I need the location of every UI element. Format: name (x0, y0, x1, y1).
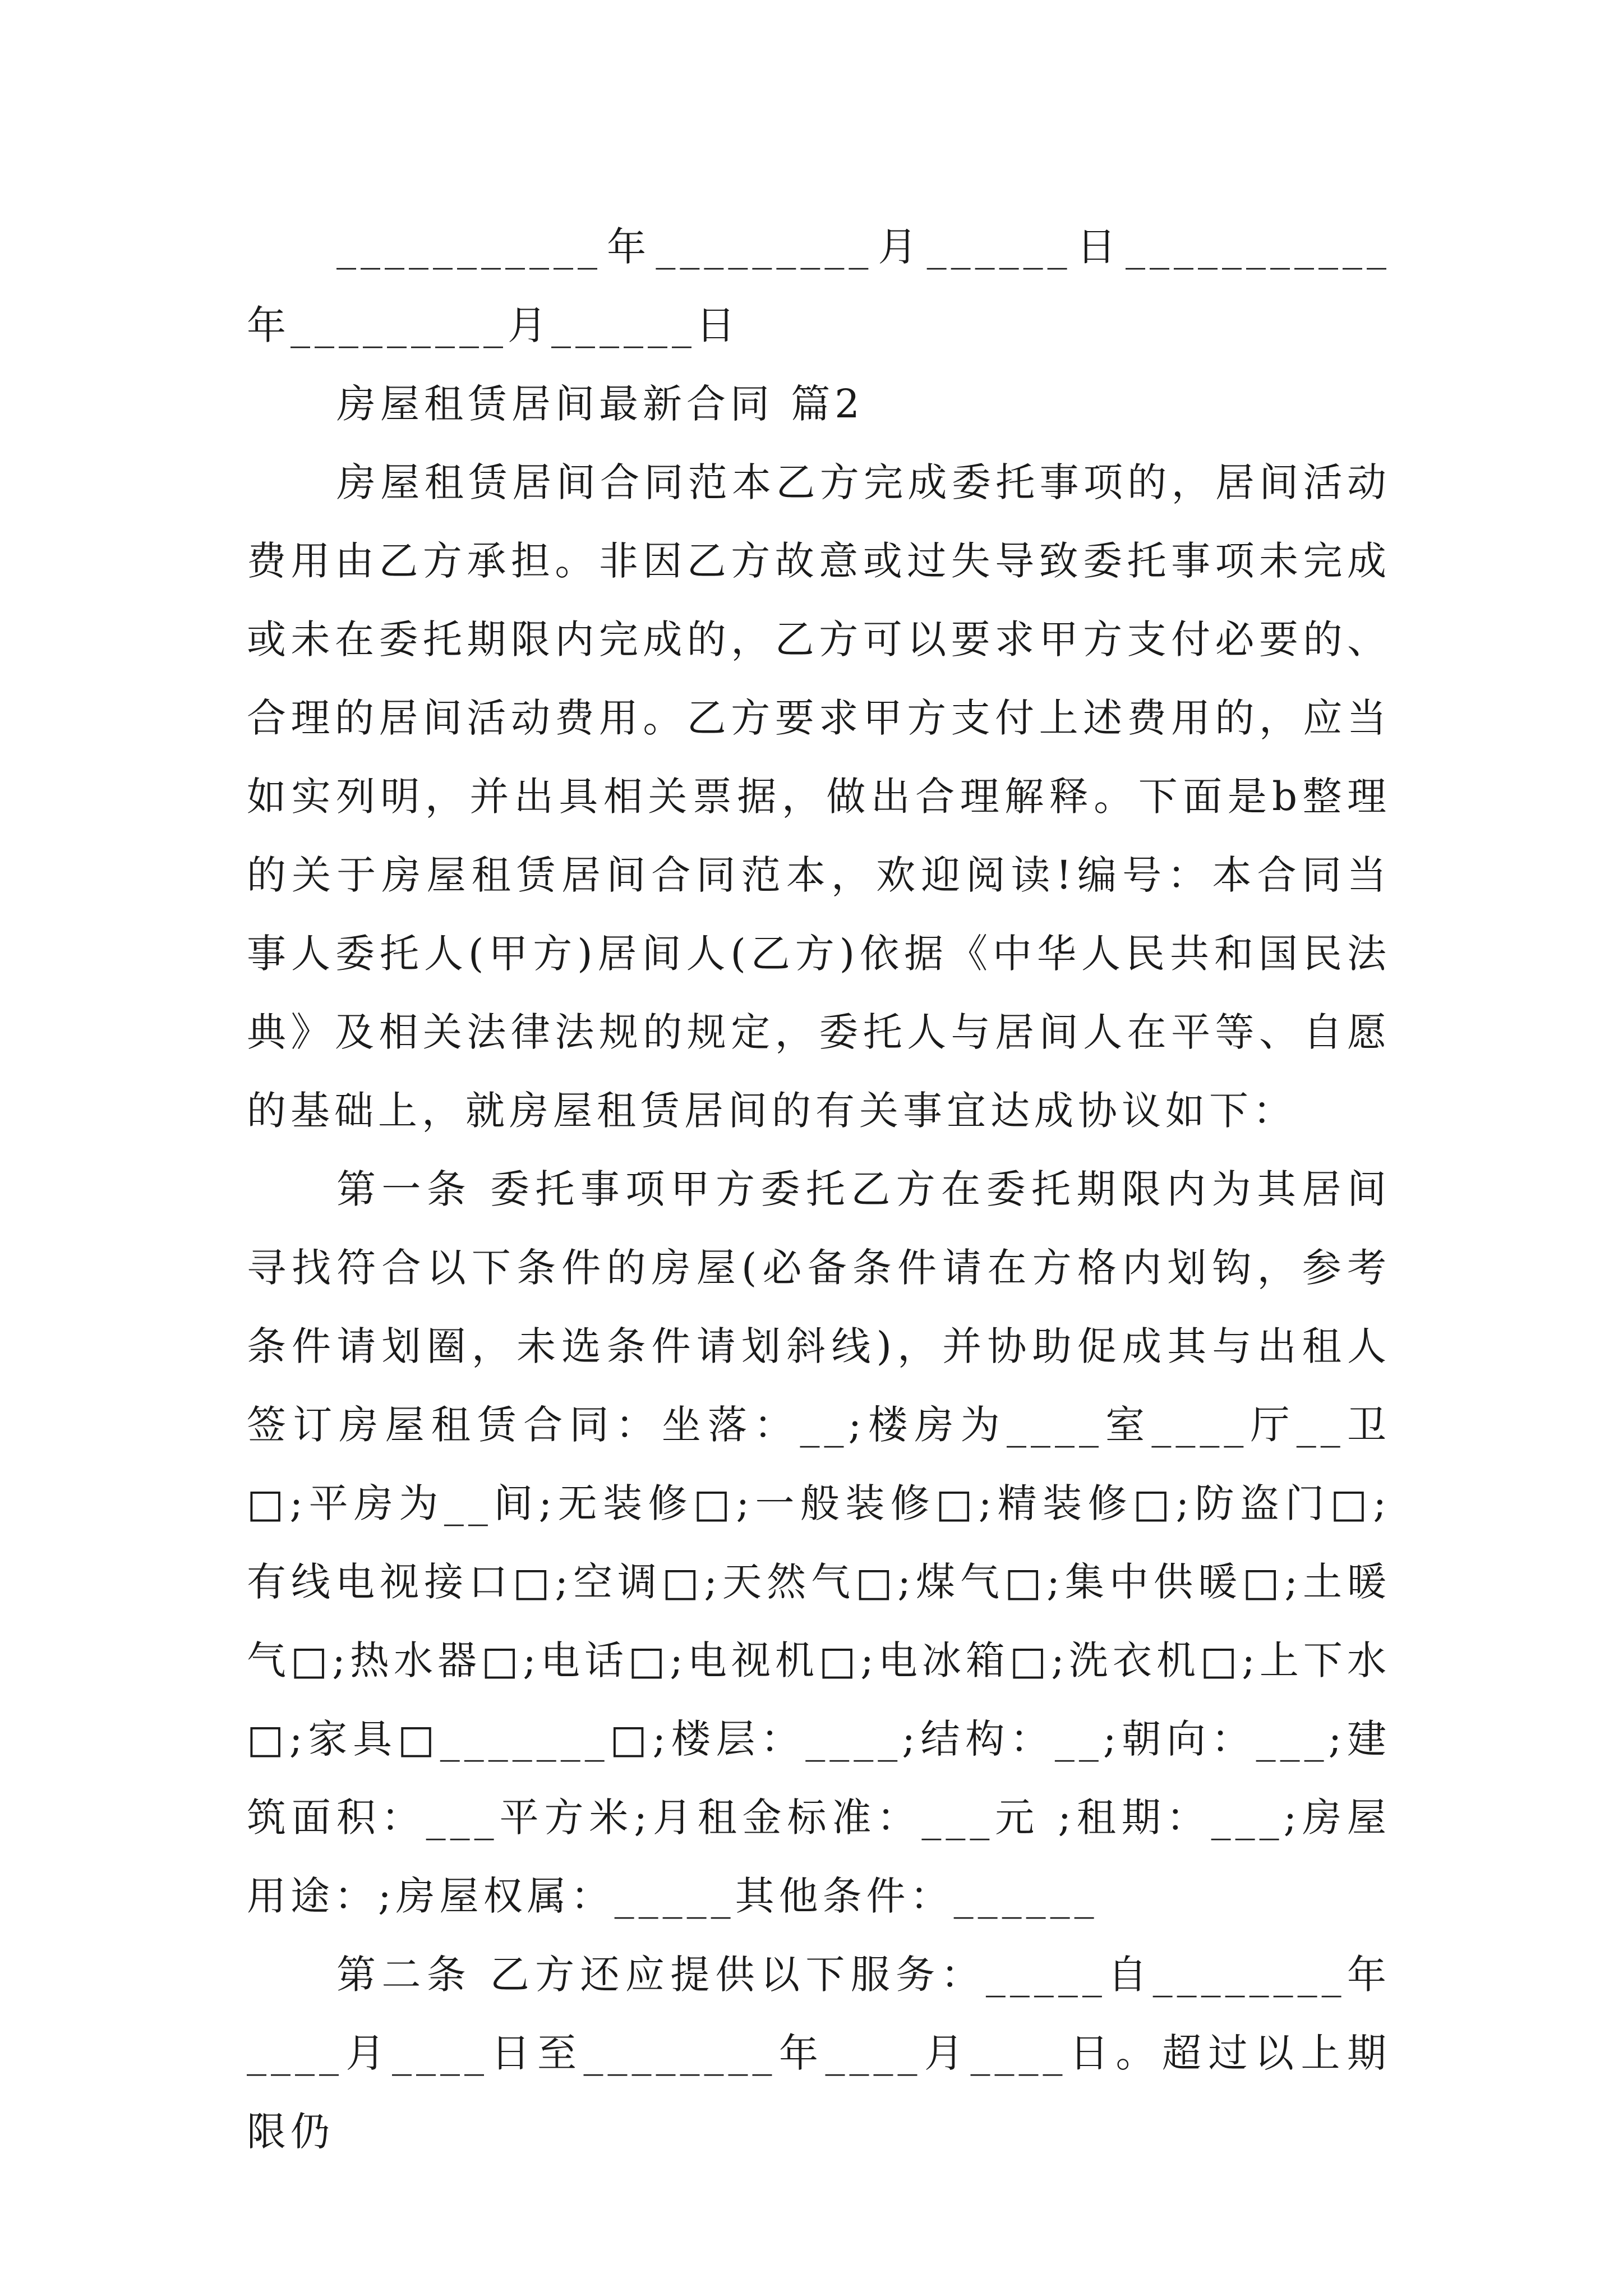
section-title: 房屋租赁居间最新合同 篇2 (336, 381, 864, 427)
document-body (247, 208, 1391, 2171)
intro-paragraph: 房屋租赁居间合同范本乙方完成委托事项的，居间活动费用由乙方承担。非因乙方故意或过失导致委托事项未完成或未在委托期限内完成的，乙方可以要求甲方支付必要的、合理的居间活动费用。乙方要求甲方支付上述费用的，应当如实列明，并出具相关票据，做出合理解释。下面是b整理的关于房屋租赁居间合同范本，欢迎阅读!编号：本合同当事人委托人(甲方)居间人(乙方)依据《中华人民共和国民法典》及相关法律法规的规定，委托人与居间人在平等、自愿的基础上，就房屋租赁居间的有关事宜达成协议如下： (247, 459, 1391, 1134)
article-two-paragraph: 第二条 乙方还应提供以下服务：_____自________年____月____日至________年____月____日。超过以上期限仍 (247, 1952, 1391, 2155)
article-one-paragraph: 第一条 委托事项甲方委托乙方在委托期限内为其居间寻找符合以下条件的房屋(必备条件请在方格内划钩，参考条件请划圈，未选条件请划斜线)，并协助促成其与出租人签订房屋租赁合同：坐落：__;楼房为____室____厅__卫□;平房为__间;无装修□;一般装修□;精装修□;防盗门□;有线电视接口□;空调□;天然气□;煤气□;集中供暖□;土暖气□;热水器□;电话□;电视机□;电冰箱□;洗衣机□;上下水□;家具□_______□;楼层：____;结构：__;朝向：___;建筑面积：___平方米;月租金标准：___元 ;租期：___;房屋用途：;房屋权属：_____其他条件：______ (247, 1166, 1391, 1919)
date-line-paragraph: ___________年_________月______日___________年_________月______日 (247, 224, 1391, 348)
